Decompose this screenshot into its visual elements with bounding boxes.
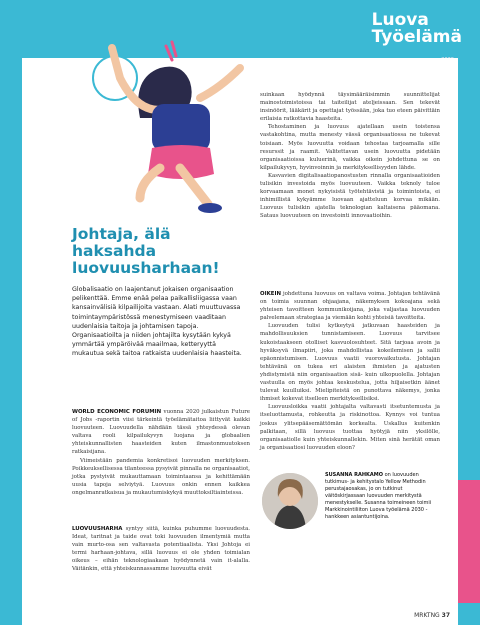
page-number: 37 [441, 612, 450, 619]
article-column-2-lower [260, 290, 440, 452]
col2b-p2: Luovuuden tulisi kytkeytyä jatkuvaan haasteiden ja mahdollisuuksien tunnistamiseen. Luovuus tarvitsee kukoistaakseen otolliset kasvuolosuhteet. Sitä tarjoaa avoin ja hyväksyvä ilmapiiri, joka mahdollistaa kokeilemisen ja sallii epäonnistumisen. Luovuus vaatii vuorovaikutusta. Johtajan tehtävänä on tukea eri alaisten ihmisten ja ajatusten yhdistymistä niin organisaation sisä- kuin ulkopuolella. Johtajan vastuulla on myös johtaa keskustelua, jotta hiljaisetkin äänet tulevat kuulluiksi. Mielipiteistä on punottava näkemys, jonka ihmiset kokevat itselleen merkityksellisiksi. [260, 323, 440, 403]
col2a-p3: Kasvavien digitalisaatiopanostusten rinnalla organisaatioiden tulisikin investoida myös luovuuteen. Vaikka teknoly tuloe korvaamaan monet nykyisistä työtehtävistä ja toimintoista, ei inhimillistä kykyämme luovaan ajatteluun korvaa mikään. Luovuus tulisikin ajatella teknologian kaltaisena pääomana. Sataus luovuuteen on investointi innovaatioihin. [260, 172, 440, 220]
brand-line2: Työelämä [371, 27, 462, 47]
author-bio-text: on luovuuden tutkimus- ja kehitystalo Yellow Methodin perustajaosakas, jo on tutkinut väitöskirjassaan luovuuden merkitystä menestykselle. Susanna toimeineen toimii Markkinointiliiton Luova työelämä 2030 -hankkeen asiantuntijoina. [325, 472, 432, 520]
col2a-p2: Tehostaminen ja luovuus ajatellaan usein toistensa vastakohtina, mutta menesty vässä organisaatiossa ne tukevat toisiaan. Myös luovuutta voidaan tehostaa tarjoamalla sille resurssit ja raamit. Valitettavan usein luovuutta pidetään organisaatioissa kuluerinä, vaikka oikein johdettuna se on kilpailukyvyn, hyvinvoinnin ja merkityksellisyyden lähde. [260, 124, 440, 171]
background-accent [458, 480, 480, 603]
article-column-1 [72, 408, 250, 497]
background-left [0, 0, 22, 625]
col1-p3: syntyy siitä, kuinka puhumme luovuudesta. Ideat, taritnat ja taide ovat toki luovuuden ilmentymiä mutta vain murto-osa sen valtavasta potentiaalista. Yksi Johtoja ei termi harhaan-johtava, sillä luovuus ei ole yhden toimialan oikeus – eihän teknologiaakaan hyödynnetä vain it-alalla. Väitänkin, että yhteiskunnassamme luovuutta eivät [72, 526, 250, 573]
article-column-1-lower [72, 525, 250, 574]
author-bio [325, 472, 439, 521]
jumping-person-illustration [60, 18, 250, 218]
col2b-p1: johdettuna luovuus on valtava voima. Johtajan tehtävänä on toimia suunnan ohjaajana, näkemyksen kokoajana sekä yhteisen tavoitteen kommunikoijana, joka valjastaa luovuuden palvelemaan strategiaa ja viemään kohti yhteisiä tavoitteita. [260, 291, 440, 322]
article-column-2-upper [260, 91, 440, 221]
footer-label: MRKTNG [414, 612, 440, 619]
col2a-p1: suinkaan hyödynnä täysimääräisimmin suunnittelijat mainostoimistoissa tai taiteilijat ateljeissaan. Sen tekevät insinöörit, lääkärit ja opettajat työssään, joka tuo eteen päivittäin erilaisia ratkottavia haasteita. [260, 92, 440, 123]
lead-paragraph: Globalisaatio on laajentanut jokaisen organisaation pelikenttää. Emme enää pelaa paikallisliigassa vaan kansainvälisiä kilpailijoita vastaan. Alati muuttuvassa toimintaympäristössä menestymiseen vaaditaan uudenlaisia taitoja ja johtamisen tapoja. Organisaatioilta ja niiden johtajilta kysytään kykyä ymmärtää ympäröivää maailmaa, ketteryyttä mukautua sekä taitoa ratkaista uudenlaisia haasteita. [72, 286, 242, 358]
author-photo [262, 473, 318, 529]
col2b-lead-caps: OIKEIN [260, 291, 281, 297]
col1-p3-caps: LUOVUUSHARHA [72, 526, 123, 532]
brand-logo [372, 12, 462, 46]
col1-p1: vuonna 2020 julkaistun Future of Jobs -raportin viisi tärkeintä työelämätaitoa liittyvät kaikki luovuuteen. Luovuudella nähdään tässä yhteydessä olevan valtava rooli kilpailukyvyn luojana ja globaalien yhteiskunnallisten haasteiden kuten ilmastonmuutoksen ratkaisijana. [72, 409, 250, 456]
col1-lead-caps: WORLD ECONOMIC FORUMIN [72, 409, 162, 415]
brand-line1: Luova [371, 10, 429, 30]
headline: Johtaja, älä haksahda luovuusharhaan! [72, 225, 220, 277]
col2b-p3: Luovuusloikka vaatii johtajalta valtavasti itsetuntemusta ja itseluottamusta, rohkeutta ja riskinottoa. Kynnys voi tuntua joskus ylitsepääsemättömän korkealta. Uskallus kuitenkin palkitaan, sillä luovuus tuottaa hyötyjä niin yksilölle, organisaatiolle kuin yhteiskunnallekin. Miten sinä herätät oman ja organisaatiosi luovuuden eloon? [260, 404, 440, 451]
col1-p2: Viimeistään pandemia konkretisoi luovuuden merkityksen. Poikkeuksellisessa tilanteessa pysyivät pinnalla ne organisaatiot, jotka pystyivät mukauttamaan toimintaansa ja kehittämään uusia tapoja selviytyä. Luovuus onkin ennen kaikkea ongelmanratkaisua ja mukautumiskykyä muuttoksiltiainteissa. [72, 457, 250, 496]
page-footer [414, 612, 450, 619]
author-name: SUSANNA RAHKAMO [325, 472, 383, 478]
